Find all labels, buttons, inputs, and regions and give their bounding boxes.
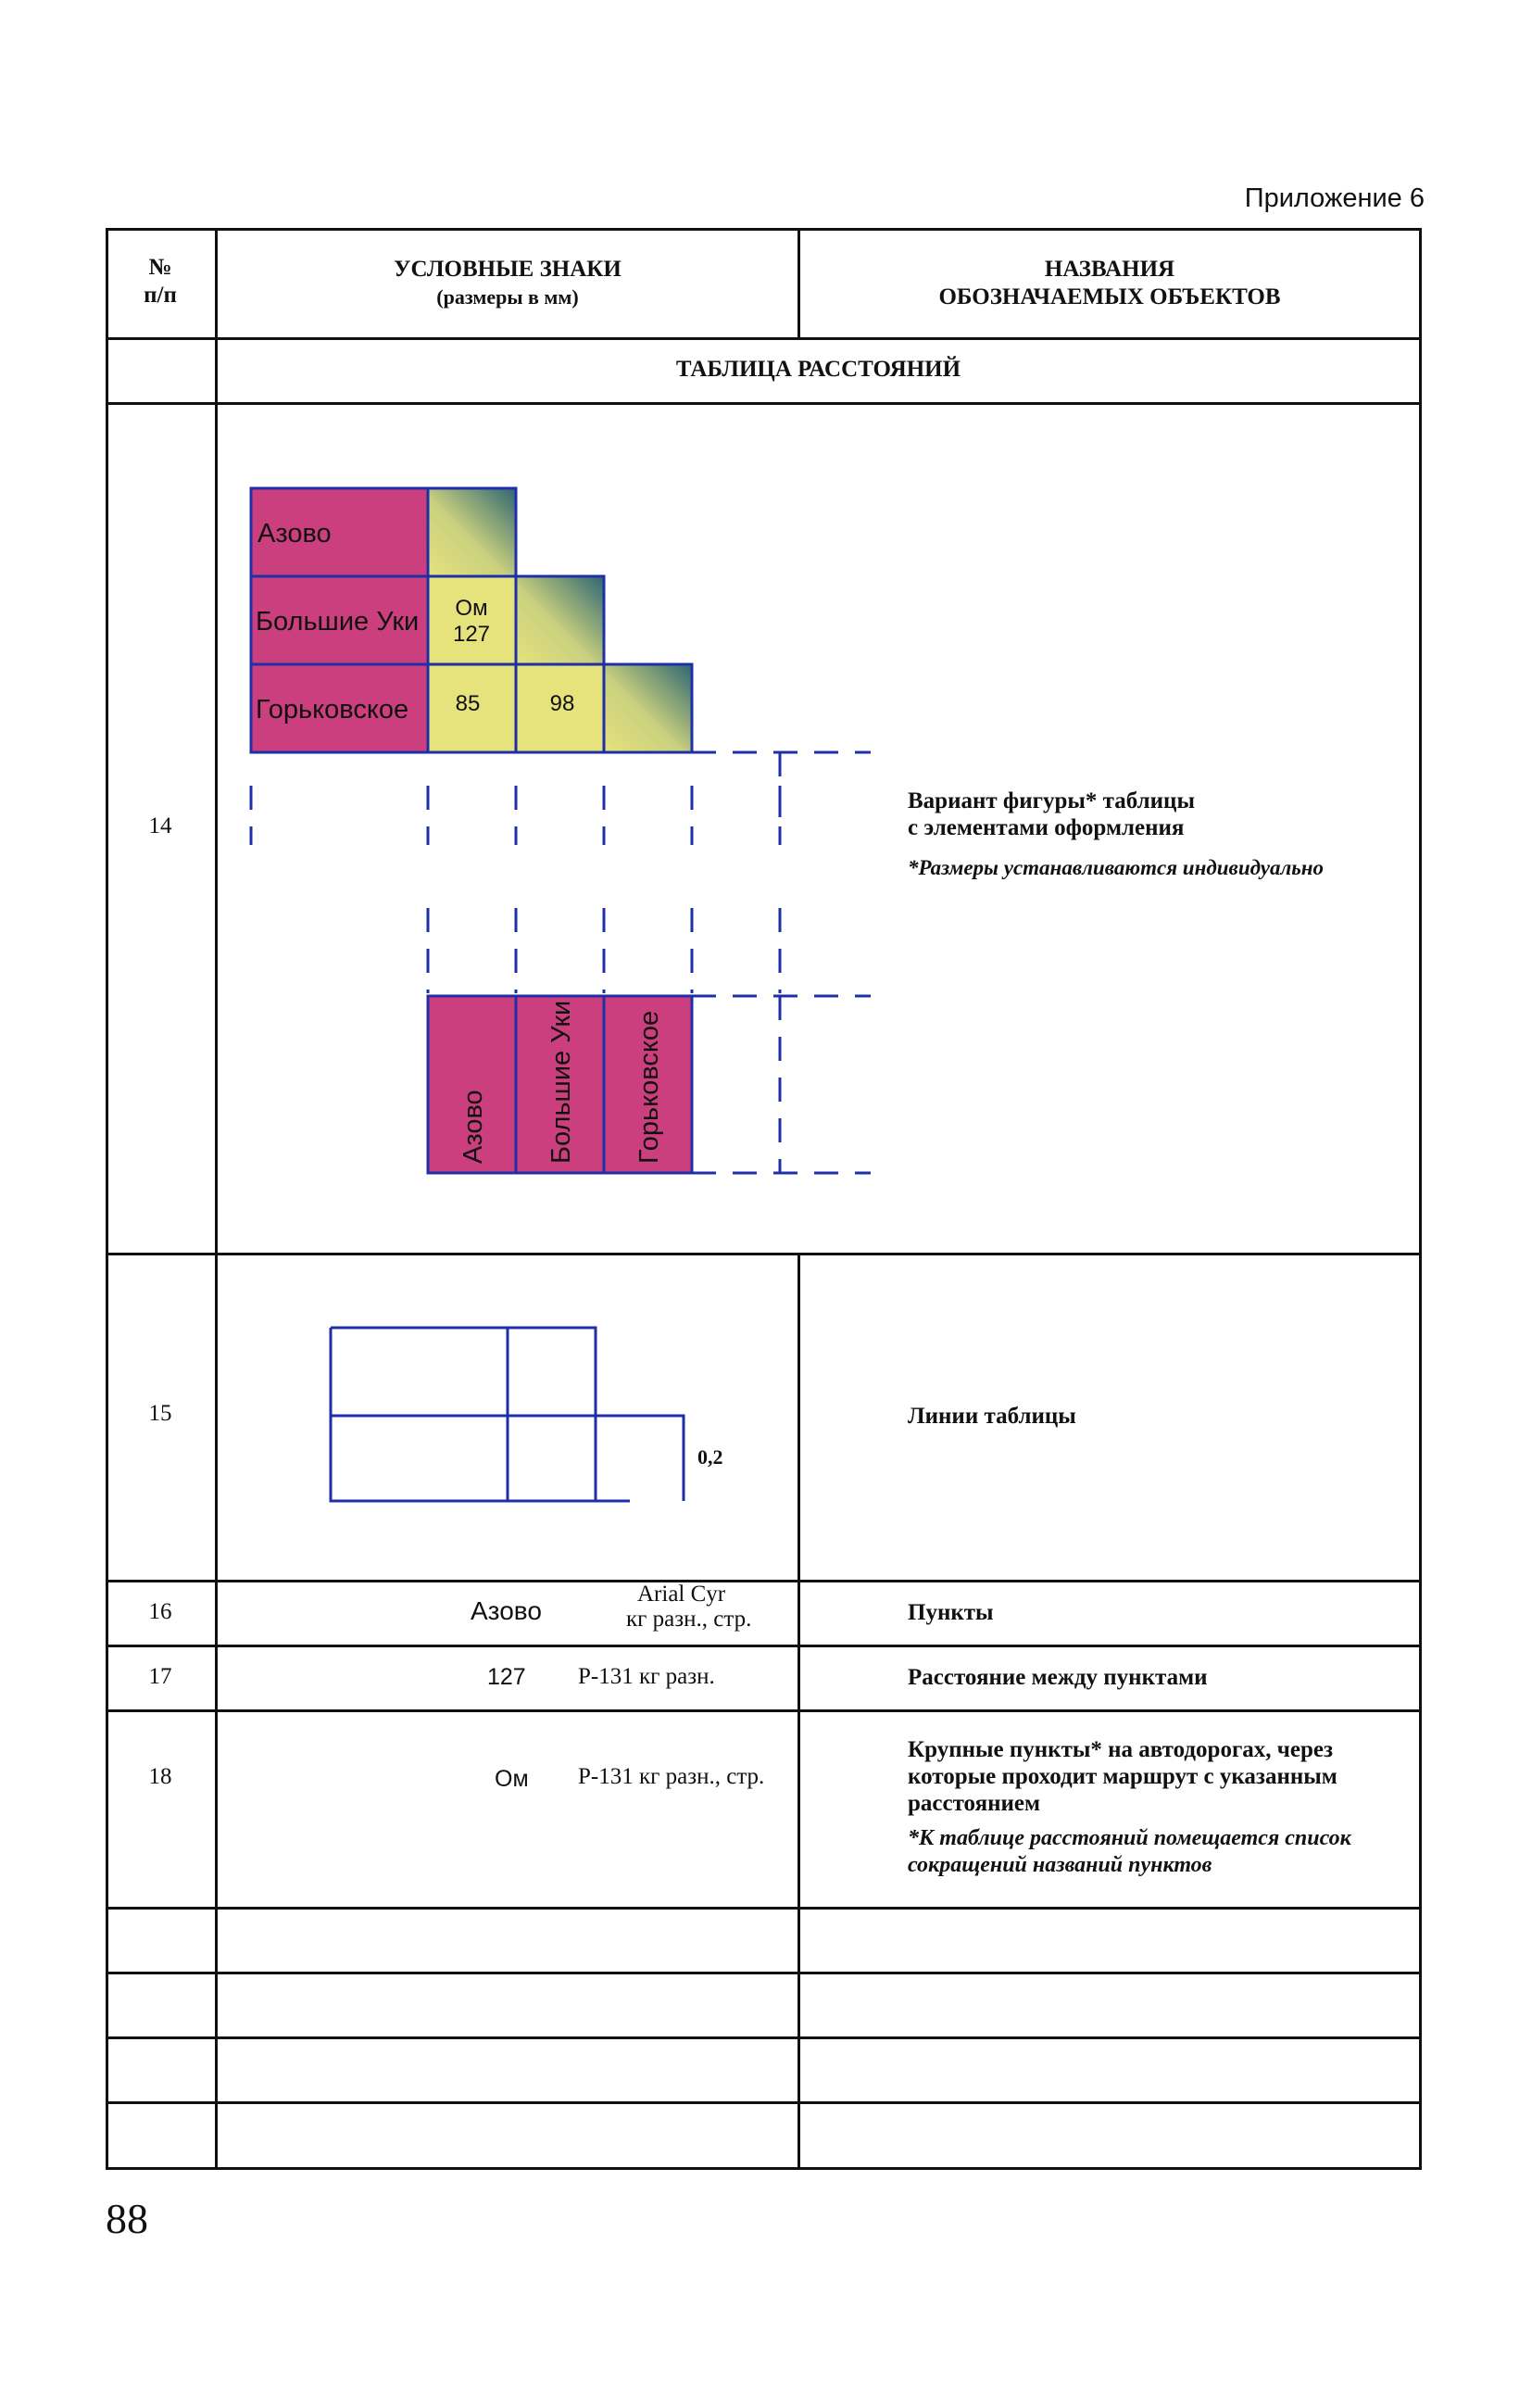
table-right-border <box>1419 228 1422 2170</box>
diagonal-cell <box>428 488 516 576</box>
vertical-town-label: Азово <box>458 1090 488 1164</box>
row-separator <box>106 1907 1422 1910</box>
header-symbols-line1: УСЛОВНЫЕ ЗНАКИ <box>394 257 622 282</box>
town-label: Большие Уки <box>256 607 420 637</box>
row-17-number: 17 <box>148 1664 172 1689</box>
row-18-note <box>908 1825 1413 1879</box>
line-thickness-label: 0,2 <box>697 1445 723 1469</box>
table-left-border <box>106 228 108 2170</box>
row-14-description-line1: Вариант фигуры* таблицы <box>908 788 1195 813</box>
header-number <box>107 254 213 309</box>
row-18-number: 18 <box>148 1764 172 1789</box>
town-label: Азово <box>257 519 332 548</box>
appendix-label: Приложение 6 <box>1244 183 1425 213</box>
row-18-font-spec: Р-131 кг разн., стр. <box>578 1764 765 1789</box>
row-18-note-line2: сокращений названий пунктов <box>908 1853 1212 1877</box>
row-15-description: Линии таблицы <box>908 1404 1076 1429</box>
row-17-font-spec: Р-131 кг разн. <box>578 1664 715 1689</box>
section-title: ТАБЛИЦА РАССТОЯНИЙ <box>675 357 961 382</box>
row-14-description-line2: с элементами оформления <box>908 815 1185 840</box>
row-16-font-line2: кг разн., стр. <box>626 1607 752 1632</box>
row-separator <box>106 2101 1422 2104</box>
distance-label-om: Ом <box>455 596 488 621</box>
row-15-number: 15 <box>148 1401 172 1426</box>
row-18-description-line3: расстоянием <box>908 1791 1041 1816</box>
row-separator <box>106 1253 1422 1255</box>
table-top-border <box>106 228 1422 231</box>
header-symbols-line2: (размеры в мм) <box>436 285 579 309</box>
header-names <box>800 256 1419 311</box>
town-label: Горьковское <box>256 695 409 725</box>
header-names-line1: НАЗВАНИЯ <box>1044 257 1175 282</box>
diagonal-cell <box>604 664 692 752</box>
vertical-town-label: Большие Уки <box>546 1000 576 1164</box>
header-names-line2: ОБОЗНАЧАЕМЫХ ОБЪЕКТОВ <box>938 284 1281 309</box>
row-separator <box>106 2036 1422 2039</box>
row-14-description <box>908 788 1408 841</box>
row-16-description: Пункты <box>908 1600 994 1625</box>
row-separator <box>106 1645 1422 1647</box>
row-18-description-line1: Крупные пункты* на автодорогах, через <box>908 1737 1334 1762</box>
table-lines-sample <box>324 1320 630 1506</box>
row-16-font-spec <box>626 1582 793 1632</box>
row-17-sample: 127 <box>487 1664 526 1690</box>
diagonal-cell <box>516 576 604 664</box>
row-14-number: 14 <box>148 813 172 838</box>
distance-label: 85 <box>455 691 481 716</box>
row-17-description: Расстояние между пунктами <box>908 1665 1208 1690</box>
page-number: 88 <box>106 2195 148 2242</box>
table-bottom-border <box>106 2167 1422 2170</box>
row-separator <box>106 337 1422 340</box>
header-number-line1: № <box>148 255 172 280</box>
header-number-line2: п/п <box>144 283 177 308</box>
header-symbols <box>218 256 797 311</box>
distance-label: 98 <box>549 691 575 716</box>
row-16-number: 16 <box>148 1599 172 1624</box>
row-18-note-line1: *К таблице расстояний помещается список <box>908 1826 1351 1850</box>
row-14-note: *Размеры устанавливаются индивидуально <box>908 856 1325 879</box>
dashed-guides-bottom <box>692 996 871 1173</box>
row-18-sample: Ом <box>495 1766 529 1792</box>
row-18-description-line2: которые проходит маршрут с указанным <box>908 1764 1337 1789</box>
dashed-guides-top <box>251 752 871 993</box>
row-separator <box>106 1709 1422 1712</box>
distance-table-figure <box>218 405 885 1250</box>
row-16-font-line1: Arial Cyr <box>637 1582 726 1607</box>
vertical-town-label: Горьковское <box>634 1010 664 1164</box>
table-lines-sample-right <box>593 1413 695 1506</box>
row-16-sample: Азово <box>471 1596 542 1625</box>
row-separator <box>106 1972 1422 1974</box>
row-18-description <box>908 1736 1413 1817</box>
distance-label: 127 <box>452 622 491 647</box>
